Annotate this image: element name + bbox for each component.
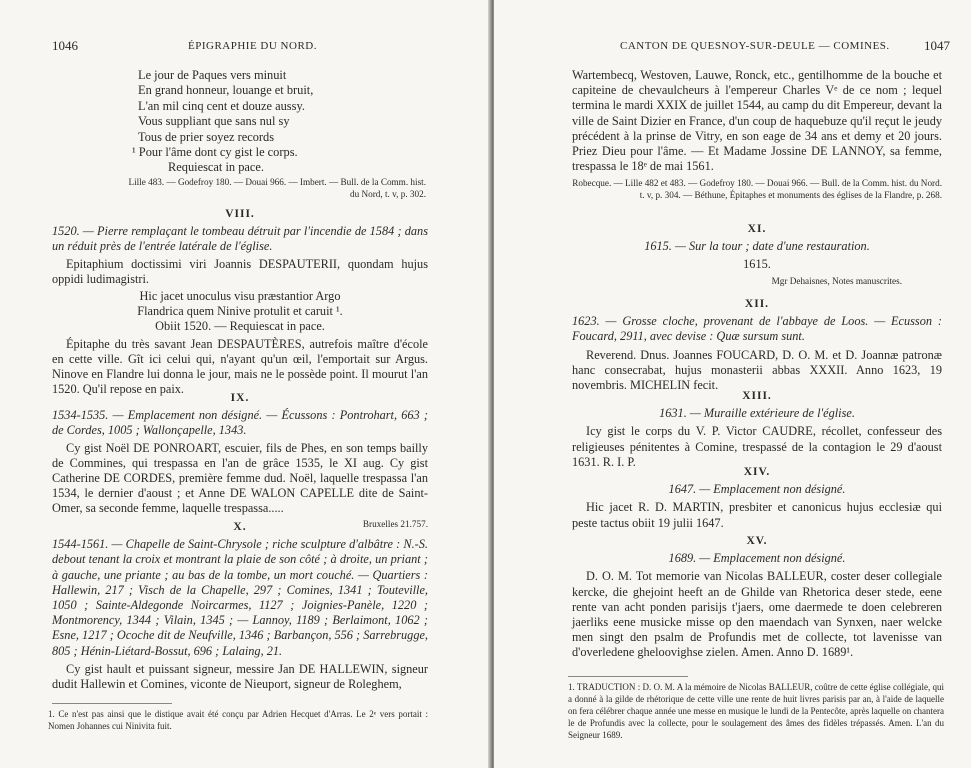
reference: Bruxelles 21.757.: [362, 518, 428, 529]
section-caption: 1647. — Emplacement non désigné.: [668, 482, 846, 497]
poem-line: En grand honneur, louange et bruit,: [138, 83, 314, 98]
section-xi: [572, 218, 942, 287]
page-number-left: 1046: [52, 38, 78, 53]
poem-line: L'an mil cinq cent et douze aussy.: [138, 98, 305, 113]
continued-text: [572, 68, 942, 201]
inscription-text: Icy gist le corps du V. P. Victor CAUDRE, récollet, confesseur des religieuses pénitentes à Comine, trespassé de la contagion le 29 d'aoust 1631. R. I. P.: [572, 424, 942, 469]
inscription-text: Cy gist hault et puissant signeur, messire Jan DE HALLEWIN, signeur dudit Hallewin et Comines, viconte de Nieuport, signeur de Roleghem,: [52, 661, 428, 692]
section-caption: 1615. — Sur la tour ; date d'une restauration.: [644, 239, 870, 254]
footnote-left: 1. Ce n'est pas ainsi que le distique avait été conçu par Adrien Hecquet d'Arras. Le 2ᵉ vers portait : Nomen Johannes cui Ninivita fuit.: [48, 709, 428, 731]
inscription-text: Cy gist Noël DE PONROART, escuier, fils de Phes, en son temps bailly de Commines, qui trespassa en l'an de grâce 1535, le XI aug. Cy gist Catherine DE CORDES, première femme dud. Noël, laquelle trespassa l'an 1534, le dernier d'aoust ; et Anne DE WALON CAPELLE dite de Saint-Omer, sa seconde femme, laquelle trespassa.....: [52, 440, 428, 516]
poem-block: [132, 68, 438, 176]
section-heading: XIV.: [743, 466, 771, 478]
inscription-text: 1615.: [743, 257, 771, 272]
section-heading: X.: [233, 521, 247, 533]
poem-line: Requiescat in pace.: [168, 160, 264, 175]
inscription-text: D. O. M. Tot memorie van Nicolas BALLEUR, coster deser collegiale kercke, die ghejoint heeft an de Ghilde van Rhetorica deser stede, eene rente van acht ponden parisijs t'jaers, ome daermede te doen celebreren jaerliks eene musicke misse op den maendach van Synxen, naer welcke men singt den psalm de Profundis met de collecte, tot lavenisse van d'overledene gheloovighse zielen. Amen. Anno D. 1689¹.: [572, 569, 942, 660]
running-head-left: ÉPIGRAPHIE DU NORD.: [188, 40, 317, 52]
section-heading: XII.: [744, 298, 770, 310]
poem-line: Le jour de Paques vers minuit: [138, 68, 287, 82]
footnote-rule: [568, 676, 688, 677]
section-caption: 1520. — Pierre remplaçant le tombeau détruit par l'incendie de 1584 ; dans un réduit près de l'entrée latérale de l'église.: [52, 224, 428, 254]
verse-line: Flandrica quem Ninive protulit et caruit ¹.: [137, 304, 343, 319]
reference: Robecque. — Lille 482 et 483. — Godefroy 180. — Douai 966. — Bull. de la Comm. hist. du Nord. t. v, p. 304. — Béthune, Épitaphes et monuments des églises de la Flandre, p. 268.: [572, 178, 942, 201]
section-caption: 1534-1535. — Emplacement non désigné. — Écussons : Pontrohart, 663 ; de Cordes, 1005 ; Wallonçapelle, 1343.: [52, 408, 428, 438]
translation-text: Épitaphe du très savant Jean DESPAUTÈRES, autrefois maître d'école en cette ville. Gît ici celui qui, n'ayant qu'un œil, l'emportait sur Argus. Ninove en Flandre lui donna le jour, mais ne le possède point. Il mourut l'an 1520. Qu'il repose en paix.: [52, 336, 428, 397]
poem-line: Vous suppliant que sans nul sy: [138, 114, 290, 129]
section-caption: 1623. — Grosse cloche, provenant de l'abbaye de Loos. — Ecusson : Foucard, 2911, avec devise : Quæ sursum sunt.: [572, 314, 942, 344]
section-heading: XV.: [746, 535, 768, 547]
running-head-right: CANTON DE QUESNOY-SUR-DEULE — COMINES.: [620, 40, 890, 52]
section-caption: 1689. — Emplacement non désigné.: [668, 551, 846, 566]
section-xiii: [572, 385, 942, 470]
section-heading: XI.: [747, 223, 767, 235]
section-xiv: [572, 461, 942, 531]
verse-line: Hic jacet unoculus visu præstantior Argo: [139, 289, 341, 304]
verse-line: Obiit 1520. — Requiescat in pace.: [155, 319, 325, 334]
right-page: [494, 0, 971, 768]
section-heading: XIII.: [742, 390, 772, 402]
inscription-text: Reverend. Dnus. Joannes FOUCARD, D. O. M. et D. Joannæ patronæ hanc consecrabat, hujus monasterii abbas XXXII. Anno 1623, 19 novembris. MICHELIN fecit.: [572, 347, 942, 393]
reference-viii-prev: Lille 483. — Godefroy 180. — Douai 966. — Imbert. — Bull. de la Comm. hist. du Nord, t. v, p. 302.: [128, 177, 426, 199]
section-ix: [52, 387, 428, 530]
section-xv: [572, 530, 942, 661]
section-heading: VIII.: [225, 208, 255, 220]
section-viii: [52, 203, 428, 397]
section-xii: [572, 293, 942, 393]
footnote-right: 1. TRADUCTION : D. O. M. A la mémoire de Nicolas BALLEUR, coûtre de cette église collégiale, qui a donné à la gilde de rhétorique de cette ville une rente de huit livres parisis par an, à l'aide de laquelle on fera célébrer chaque année une messe en musique le lundi de la Pentecôte, après laquelle on chantera le de Profundis avec la collecte, pour le soulagement des âmes des fidèles trépassés. Amen. L'an du Seigneur 1689.: [568, 682, 944, 740]
inscription-text: Wartembecq, Westoven, Lauwe, Ronck, etc., gentilhomme de la bouche et capiteine de chevaulcheurs à l'empereur Charles Vᵉ de ce nom ; lequel termina le mardi XXIX de juillet 1544, au camp du dit Empereur, devant la ville de Saint Dizier en France, d'un coup de haquebuze qu'il reçut le jeudy précédent à la prinse de Vitry, en son eage de 34 ans et demy et 20 jours. Priez Dieu pour l'âme. — Et Madame Jossine DE LANNOY, sa femme, trespassa le 18ᵉ de mai 1561.: [572, 68, 943, 174]
section-caption: 1631. — Muraille extérieure de l'église.: [659, 406, 855, 421]
page-number-right: 1047: [924, 38, 950, 53]
section-caption: 1544-1561. — Chapelle de Saint-Chrysole ; riche sculpture d'albâtre : N.-S. debout tenant la croix et montrant la plaie de son côté ; à droite, un priant ; à gauche, une priante ; au bas de la tombe, un mort couché. — Quartiers : Hallewin, 217 ; Visch de la Chapelle, 297 ; Comines, 1341 ; Touteville, 1050 ; Sainte-Aldegonde Noircarmes, 1127 ; Joignies-Panèle, 1220 ; Montmorency, 1344 ; Vilain, 1345 ; — Lannoy, 1189 ; Berlaimont, 1062 ; Esne, 1217 ; Ocoche dit de Neufville, 1346 ; Barbançon, 556 ; Sarrebrugge, 805 ; Hénin-Liétard-Bossut, 696 ; Lalaing, 21.: [52, 537, 428, 658]
inscription-text: Hic jacet R. D. MARTIN, presbiter et canonicus hujus ecclesiæ qui peste tactus obiit 19 julii 1647.: [572, 500, 942, 530]
poem-line: Tous de prier soyez records: [138, 129, 275, 144]
footnote-rule: [52, 703, 172, 704]
section-x: [52, 516, 428, 692]
poem-line: ¹ Pour l'âme dont cy gist le corps.: [132, 145, 298, 160]
reference: Mgr Dehaisnes, Notes manuscrites.: [771, 275, 902, 286]
inscription-text: Epitaphium doctissimi viri Joannis DESPAUTERII, quondam hujus oppidi ludimagistri.: [52, 256, 428, 286]
section-heading: IX.: [230, 392, 250, 404]
inscription-verse: [52, 289, 428, 335]
